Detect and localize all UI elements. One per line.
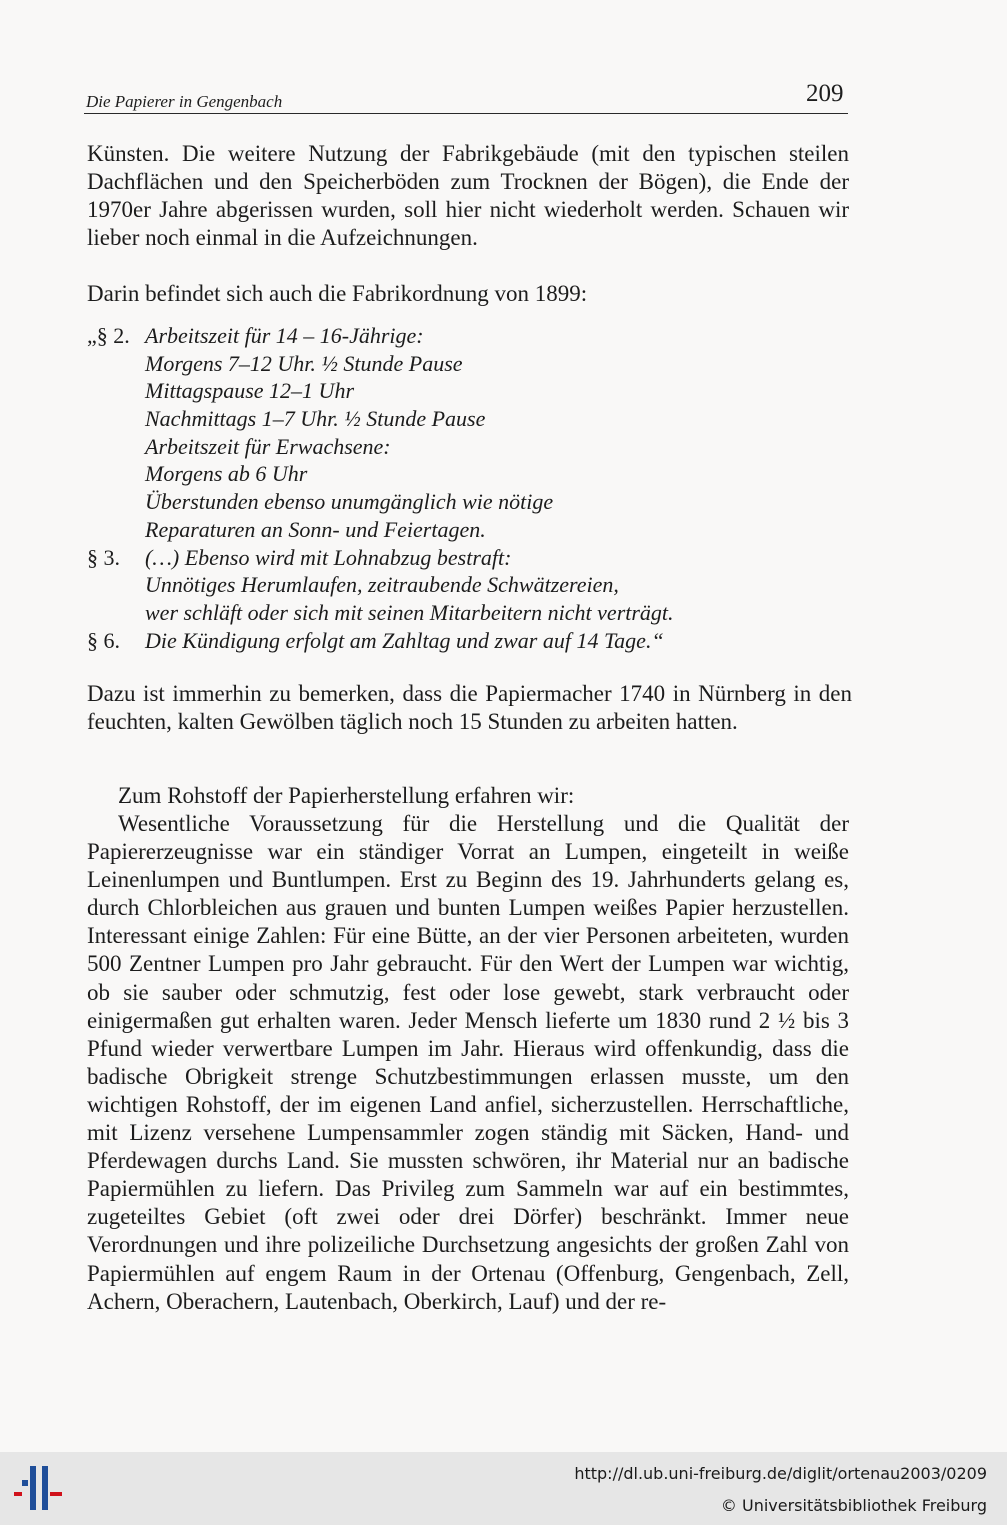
quote-line-text: Überstunden ebenso unumgänglich wie nötige bbox=[145, 489, 554, 515]
quote-line bbox=[87, 627, 787, 655]
quote-line bbox=[87, 516, 787, 544]
quote-line-text: Die Kündigung erfolgt am Zahltag und zwar auf 14 Tage.“ bbox=[145, 627, 664, 653]
quote-line bbox=[87, 350, 787, 378]
document-url-link[interactable]: http://dl.ub.uni-freiburg.de/diglit/ortenau2003/0209 bbox=[574, 1464, 987, 1483]
quote-line-text: Morgens ab 6 Uhr bbox=[145, 461, 308, 487]
quote-line-text: (…) Ebenso wird mit Lohnabzug bestraft: bbox=[145, 544, 512, 570]
paragraph-4: Dazu ist immerhin zu bemerken, dass die Papiermacher 1740 in Nürnberg in den feuchten, kalten Gewölben täglich noch 15 Stunden zu arbeiten hatten. bbox=[87, 681, 852, 735]
quote-section-marker: § 3. bbox=[87, 544, 120, 570]
quote-line bbox=[87, 544, 787, 572]
header-rule bbox=[84, 113, 848, 114]
paragraph-1: Künsten. Die weitere Nutzung der Fabrikgebäude (mit den typischen steilen Dachflächen und den Speicherböden zum Trocknen der Bögen), die Ende der 1970er Jahre abgerissen wurden, soll hier nicht wiederholt werden. Schauen wir lieber noch einmal in die Aufzeichnungen. bbox=[87, 141, 849, 251]
ub-freiburg-logo-icon[interactable] bbox=[12, 1462, 64, 1514]
quote-line-text: Morgens 7–12 Uhr. ½ Stunde Pause bbox=[145, 350, 463, 376]
quote-line bbox=[87, 460, 787, 488]
quote-line-text: Arbeitszeit für Erwachsene: bbox=[145, 433, 391, 459]
paragraph-2: Darin befindet sich auch die Fabrikordnung von 1899: bbox=[87, 281, 588, 306]
quote-line-text: Unnötiges Herumlaufen, zeitraubende Schwätzereien, bbox=[145, 572, 619, 598]
quote-line-text: Nachmittags 1–7 Uhr. ½ Stunde Pause bbox=[145, 406, 486, 432]
quote-line bbox=[87, 405, 787, 433]
quote-line bbox=[87, 571, 787, 599]
quote-line bbox=[87, 322, 787, 350]
quote-section-marker: „§ 2. bbox=[87, 323, 130, 348]
quote-section-marker: § 6. bbox=[87, 627, 120, 653]
quote-line-text: Arbeitszeit für 14 – 16-Jährige: bbox=[145, 323, 424, 348]
quote-line bbox=[87, 377, 787, 405]
paragraph-5: Zum Rohstoff der Papierherstellung erfahren wir: bbox=[118, 783, 575, 808]
quote-line bbox=[87, 599, 787, 627]
quote-line-text: wer schläft oder sich mit seinen Mitarbeitern nicht verträgt. bbox=[145, 599, 674, 625]
quote-line-text: Mittagspause 12–1 Uhr bbox=[145, 378, 354, 404]
page-number: 209 bbox=[806, 80, 844, 107]
running-head: Die Papierer in Gengenbach bbox=[86, 92, 283, 111]
paragraph-6: Wesentliche Voraussetzung für die Herstellung und die Qualität der Papiererzeugnisse war ein ständiger Vorrat an Lumpen, eingeteilt in weiße Leinenlumpen und Buntlumpen. Erst zu Beginn des 19. Jahrhunderts gelang es, durch Chlorbleichen aus grauen und bunten Lumpen weißes Papier herzustellen. Interessant einige Zahlen: Für eine Bütte, an der vier Personen arbeiteten, wurden 500 Zentner Lumpen pro Jahr gebraucht. Für den Wert der Lumpen war wichtig, ob sie sauber oder schmutzig, fest oder lose gewebt, stark verbraucht oder einigermaßen gut erhalten waren. Jeder Mensch lieferte um 1830 rund 2 ½ bis 3 Pfund wieder verwertbare Lumpen im Jahr. Hieraus wird offenkundig, dass die badische Obrigkeit strenge Schutzbestimmungen erlassen musste, um den wichtigen Rohstoff, der im eigenen Land anfiel, sicherzustellen. Herrschaftliche, mit Lizenz versehene Lumpensammler zogen ständig mit Säcken, Hand- und Pferdewagen durchs Land. Sie mussten schwören, ihr Material nur an badische Papiermühlen zu liefern. Das Privileg zum Sammeln war auf ein bestimmtes, zugeteiltes Gebiet (oft zwei oder drei Dörfer) beschränkt. Immer neue Verordnungen und ihre polizeiliche Durchsetzung angesichts der großen Zahl von Papiermühlen auf engem Raum in der Ortenau (Offenburg, Gengenbach, Zell, Achern, Oberachern, Lautenbach, Oberkirch, Lauf) und der re- bbox=[87, 811, 849, 1314]
quote-line-text: Reparaturen an Sonn- und Feiertagen. bbox=[145, 516, 486, 542]
factory-rules-quote bbox=[87, 322, 787, 654]
viewer-footer bbox=[0, 1452, 1007, 1525]
copyright-notice: © Universitätsbibliothek Freiburg bbox=[720, 1496, 987, 1515]
quote-line bbox=[87, 433, 787, 461]
quote-line bbox=[87, 488, 787, 516]
